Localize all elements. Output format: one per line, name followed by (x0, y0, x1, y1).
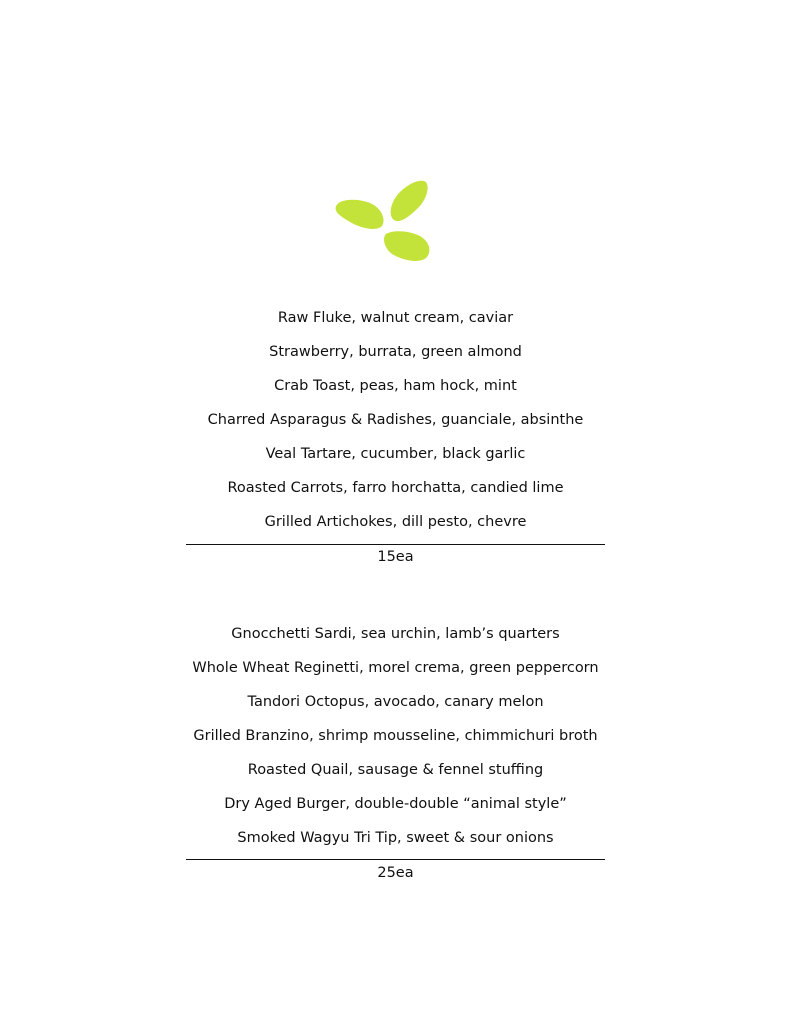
section-price: 15ea (377, 549, 414, 565)
menu-item: Veal Tartare, cucumber, black garlic (265, 446, 526, 462)
three-leaf-icon (330, 176, 434, 266)
menu-item: Dry Aged Burger, double-double “animal style” (224, 796, 567, 812)
menu-item: Smoked Wagyu Tri Tip, sweet & sour onions (237, 830, 554, 846)
menu-item: Strawberry, burrata, green almond (269, 344, 522, 360)
section-divider (186, 544, 605, 545)
menu-item: Roasted Quail, sausage & fennel stuffing (247, 762, 544, 778)
menu-item: Tandori Octopus, avocado, canary melon (247, 694, 544, 710)
menu-item: Raw Fluke, walnut cream, caviar (277, 310, 514, 326)
menu-item: Crab Toast, peas, ham hock, mint (274, 378, 517, 394)
menu-item: Grilled Artichokes, dill pesto, chevre (264, 514, 527, 530)
section-price: 25ea (377, 865, 414, 881)
menu-item: Charred Asparagus & Radishes, guanciale, absinthe (207, 412, 584, 428)
menu-item: Whole Wheat Reginetti, morel crema, green peppercorn (192, 660, 599, 676)
menu-item: Gnocchetti Sardi, sea urchin, lamb’s quarters (231, 626, 560, 642)
menu-item: Grilled Branzino, shrimp mousseline, chimmichuri broth (193, 728, 598, 744)
menu-item: Roasted Carrots, farro horchatta, candied lime (227, 480, 564, 496)
section-divider (186, 859, 605, 860)
